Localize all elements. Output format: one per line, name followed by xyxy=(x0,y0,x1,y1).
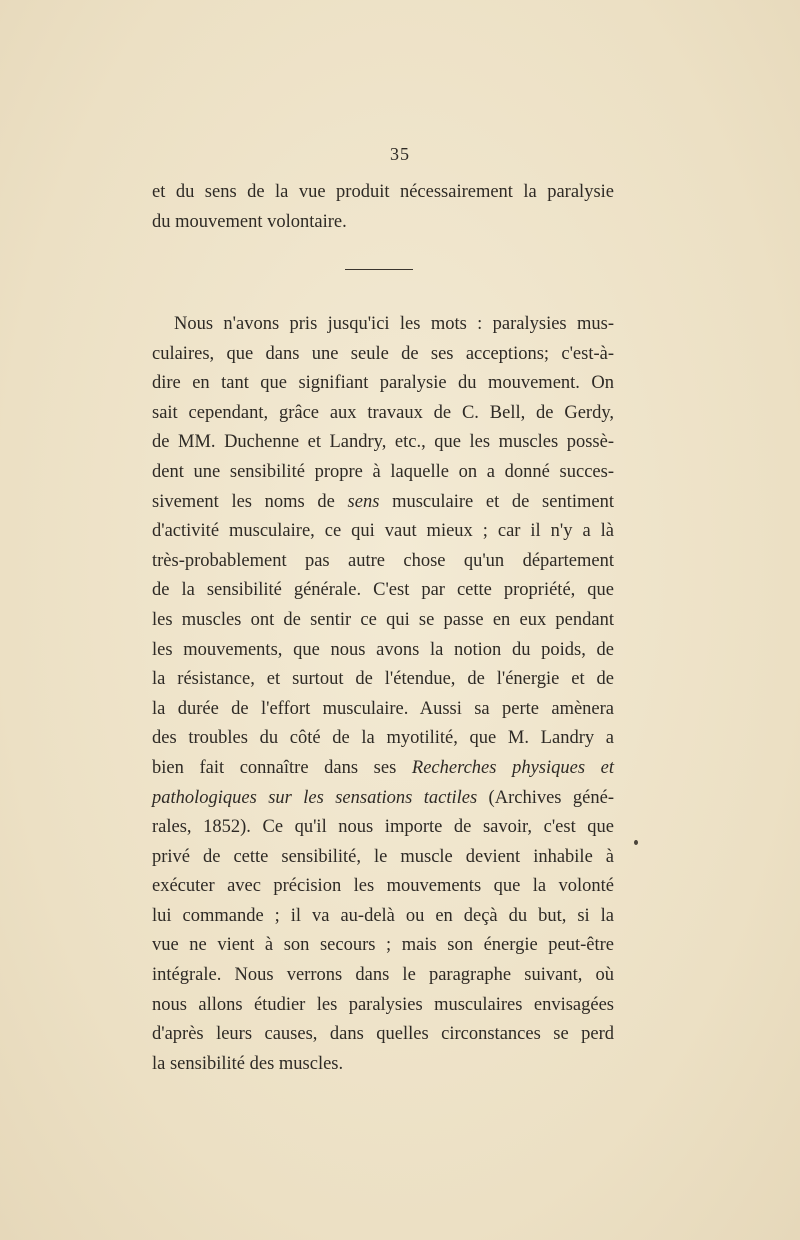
text-line: de la sensibilité générale. C'est par cette propriété, que xyxy=(152,580,614,601)
text-line: des troubles du côté de la myotilité, que M. Landry a xyxy=(152,728,614,749)
text-line xyxy=(152,754,614,784)
cited-title: Recherches physiques et xyxy=(411,757,614,778)
text-line: nous allons étudier les paralysies musculaires envisagées xyxy=(152,994,614,1015)
text-line: les mouvements, que nous avons la notion du poids, de xyxy=(152,639,614,660)
text-line: dent une sensibilité propre à laquelle on a donné succes- xyxy=(152,461,614,482)
text-line xyxy=(152,784,614,814)
text-line: la durée de l'effort musculaire. Aussi sa perte amènera xyxy=(152,698,614,719)
text-line xyxy=(152,488,614,518)
text-line: lui commande ; il va au-delà ou en deçà du but, si la xyxy=(152,905,614,926)
text-line: d'après leurs causes, dans quelles circonstances se perd xyxy=(152,1024,614,1045)
text-line: sait cependant, grâce aux travaux de C. Bell, de Gerdy, xyxy=(152,402,614,423)
italic-term: sens xyxy=(347,491,380,512)
paragraph xyxy=(152,310,614,1079)
text-line: privé de cette sensibilité, le muscle devient inhabile à xyxy=(152,846,614,867)
page-number: 35 xyxy=(390,144,410,164)
text-line: Nous n'avons pris jusqu'ici les mots : paralysies mus- xyxy=(174,314,614,334)
section-divider xyxy=(345,269,413,270)
text-line: les muscles ont de sentir ce qui se passe en eux pendant xyxy=(152,609,614,630)
text-line: la résistance, et surtout de l'étendue, de l'énergie et de xyxy=(152,669,614,690)
text-run: (Archives géné- xyxy=(477,787,614,808)
text-line: vue ne vient à son secours ; mais son énergie peut-être xyxy=(152,935,614,956)
ink-speck xyxy=(634,840,638,845)
cited-title: pathologiques sur les sensations tactiles xyxy=(152,787,478,808)
text-line: de MM. Duchenne et Landry, etc., que les muscles possè- xyxy=(152,432,614,453)
text-line: d'activité musculaire, ce qui vaut mieux ; car il n'y a là xyxy=(152,521,614,542)
text-line: dire en tant que signifiant paralysie du mouvement. On xyxy=(152,373,614,394)
text-line: et du sens de la vue produit nécessairement la paralysie xyxy=(152,182,614,202)
text-line: culaires, que dans une seule de ses acceptions; c'est-à- xyxy=(152,343,614,364)
text-line: la sensibilité des muscles. xyxy=(152,1053,344,1074)
text-line: rales, 1852). Ce qu'il nous importe de savoir, c'est que xyxy=(152,817,614,838)
text-line: du mouvement volontaire. xyxy=(152,211,347,232)
text-run: sivement les noms de xyxy=(152,491,348,512)
text-run: bien fait connaître dans ses xyxy=(152,757,412,778)
text-run: musculaire et de sentiment xyxy=(379,491,614,512)
text-line: intégrale. Nous verrons dans le paragraphe suivant, où xyxy=(152,965,614,986)
text-line: exécuter avec précision les mouvements que la volonté xyxy=(152,876,614,897)
continued-text xyxy=(152,178,614,237)
text-line: très-probablement pas autre chose qu'un département xyxy=(152,550,614,571)
